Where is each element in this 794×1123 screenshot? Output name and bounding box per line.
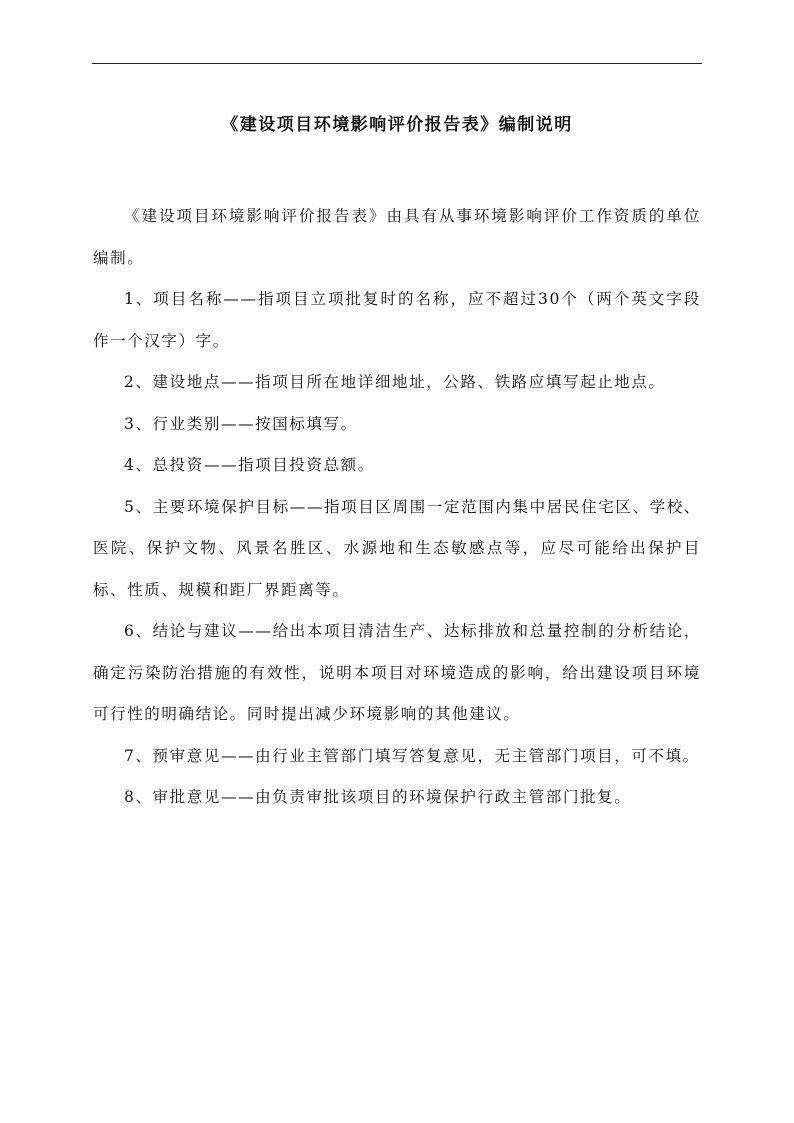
header-rule — [92, 63, 702, 64]
document-body — [93, 196, 701, 819]
paragraph-conclusions: 6、结论与建议——给出本项目清洁生产、达标排放和总量控制的分析结论，确定污染防治措施的有效性，说明本项目对环境造成的影响，给出建设项目环境可行性的明确结论。同时提出减少环境影响的其他建议。 — [93, 622, 701, 723]
document-title: 《建设项目环境影响评价报告表》编制说明 — [221, 115, 573, 135]
paragraph-intro: 《建设项目环境影响评价报告表》由具有从事环境影响评价工作资质的单位编制。 — [93, 207, 701, 267]
paragraph-construction-site: 2、建设地点——指项目所在地详细地址，公路、铁路应填写起止地点。 — [124, 373, 666, 391]
paragraph-industry-category: 3、行业类别——按国标填写。 — [124, 414, 358, 433]
paragraph-approval: 8、审批意见——由负责审批该项目的环境保护行政主管部门批复。 — [124, 788, 632, 806]
paragraph-pre-review: 7、预审意见——由行业主管部门填写答复意见，无主管部门项目，可不填。 — [124, 746, 700, 765]
paragraph-project-name: 1、项目名称——指项目立项批复时的名称，应不超过30个（两个英文字段作一个汉字）字。 — [93, 290, 701, 350]
paragraph-protection-targets: 5、主要环境保护目标——指项目区周围一定范围内集中居民住宅区、学校、医院、保护文物、风景名胜区、水源地和生态敏感点等，应尽可能给出保护目标、性质、规模和距厂界距离等。 — [93, 497, 701, 599]
paragraph-total-investment: 4、总投资——指项目投资总额。 — [124, 456, 375, 474]
